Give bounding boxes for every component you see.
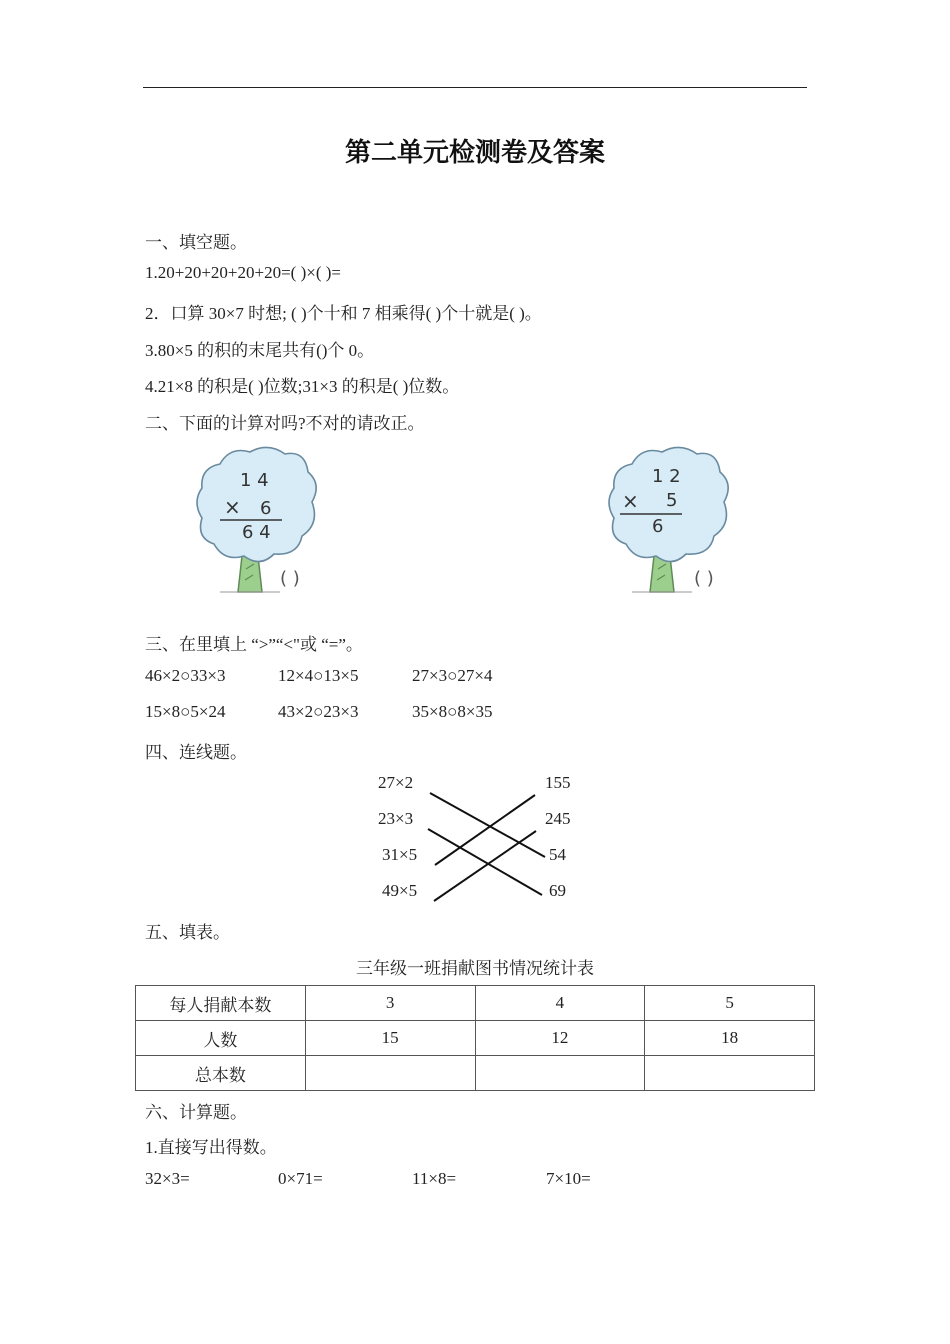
table-cell: 12	[475, 1021, 645, 1056]
compare-item: 12×4○13×5	[278, 666, 359, 685]
tree-illustration-2	[602, 444, 762, 596]
table-caption: 三年级一班捐献图书情况统计表	[356, 959, 594, 978]
section4-heading: 四、连线题。	[145, 743, 247, 762]
tree2-multiplier: 5	[666, 490, 678, 511]
table-cell: 4	[475, 986, 645, 1021]
tree1-answer-paren: ( )	[280, 568, 300, 589]
tree2-answer-paren: ( )	[694, 568, 714, 589]
section1-heading: 一、填空题。	[145, 233, 247, 252]
section5-heading: 五、填表。	[145, 923, 230, 942]
question-1: 1.20+20+20+20+20=( )×( )=	[145, 263, 342, 282]
matching-lines	[420, 785, 550, 910]
section3-heading: 三、在里填上 “>”“<"或 “=”。	[145, 635, 363, 654]
tree-crown	[197, 447, 316, 561]
tree1-top-number: 1 4	[240, 470, 269, 491]
table-cell: 总本数	[136, 1056, 306, 1091]
calc-item: 0×71=	[278, 1169, 323, 1188]
section6-heading: 六、计算题。	[145, 1103, 247, 1122]
section2-heading: 二、下面的计算对吗?不对的请改正。	[145, 414, 425, 433]
tree2-operator: ×	[622, 489, 639, 513]
compare-item: 46×2○33×3	[145, 666, 226, 685]
table-cell: 人数	[136, 1021, 306, 1056]
table-cell: 5	[645, 986, 815, 1021]
match-left-item: 23×3	[378, 809, 414, 828]
answer-cell[interactable]	[305, 1056, 475, 1091]
table-row	[136, 986, 815, 1021]
tree1-result: 6 4	[242, 522, 271, 543]
stats-table	[135, 985, 815, 1091]
answer-cell[interactable]	[645, 1056, 815, 1091]
match-left-item: 27×2	[378, 773, 414, 792]
tree-illustration-1	[190, 444, 350, 596]
tree2-top-number: 1 2	[652, 466, 681, 487]
match-line	[430, 793, 545, 857]
table-row	[136, 1056, 815, 1091]
tree1-multiplier: 6	[260, 498, 272, 519]
match-right-item: 245	[545, 809, 571, 828]
section6-subheading: 1.直接写出得数。	[145, 1138, 277, 1157]
match-left-item: 49×5	[382, 881, 418, 900]
match-right-item: 69	[549, 881, 566, 900]
compare-item: 43×2○23×3	[278, 702, 359, 721]
table-cell: 3	[305, 986, 475, 1021]
match-line	[435, 795, 535, 865]
answer-cell[interactable]	[475, 1056, 645, 1091]
calc-item: 32×3=	[145, 1169, 190, 1188]
question-2: 2．口算 30×7 时想; ( )个十和 7 相乘得( )个十就是( )。	[145, 304, 542, 323]
question-3: 3.80×5 的积的末尾共有()个 0。	[145, 341, 375, 360]
header-rule	[143, 87, 807, 88]
compare-item: 27×3○27×4	[412, 666, 493, 685]
table-row	[136, 1021, 815, 1056]
table-cell: 每人捐献本数	[136, 986, 306, 1021]
table-cell: 15	[305, 1021, 475, 1056]
match-right-item: 54	[549, 845, 566, 864]
table-cell: 18	[645, 1021, 815, 1056]
tree2-result: 6	[652, 516, 664, 537]
calc-item: 7×10=	[546, 1169, 591, 1188]
calc-item: 11×8=	[412, 1169, 457, 1188]
tree1-operator: ×	[224, 495, 241, 519]
compare-item: 35×8○8×35	[412, 702, 493, 721]
match-left-item: 31×5	[382, 845, 418, 864]
match-right-item: 155	[545, 773, 571, 792]
question-4: 4.21×8 的积是( )位数;31×3 的积是( )位数。	[145, 377, 460, 396]
page-title: 第二单元检测卷及答案	[344, 138, 605, 168]
compare-item: 15×8○5×24	[145, 702, 226, 721]
